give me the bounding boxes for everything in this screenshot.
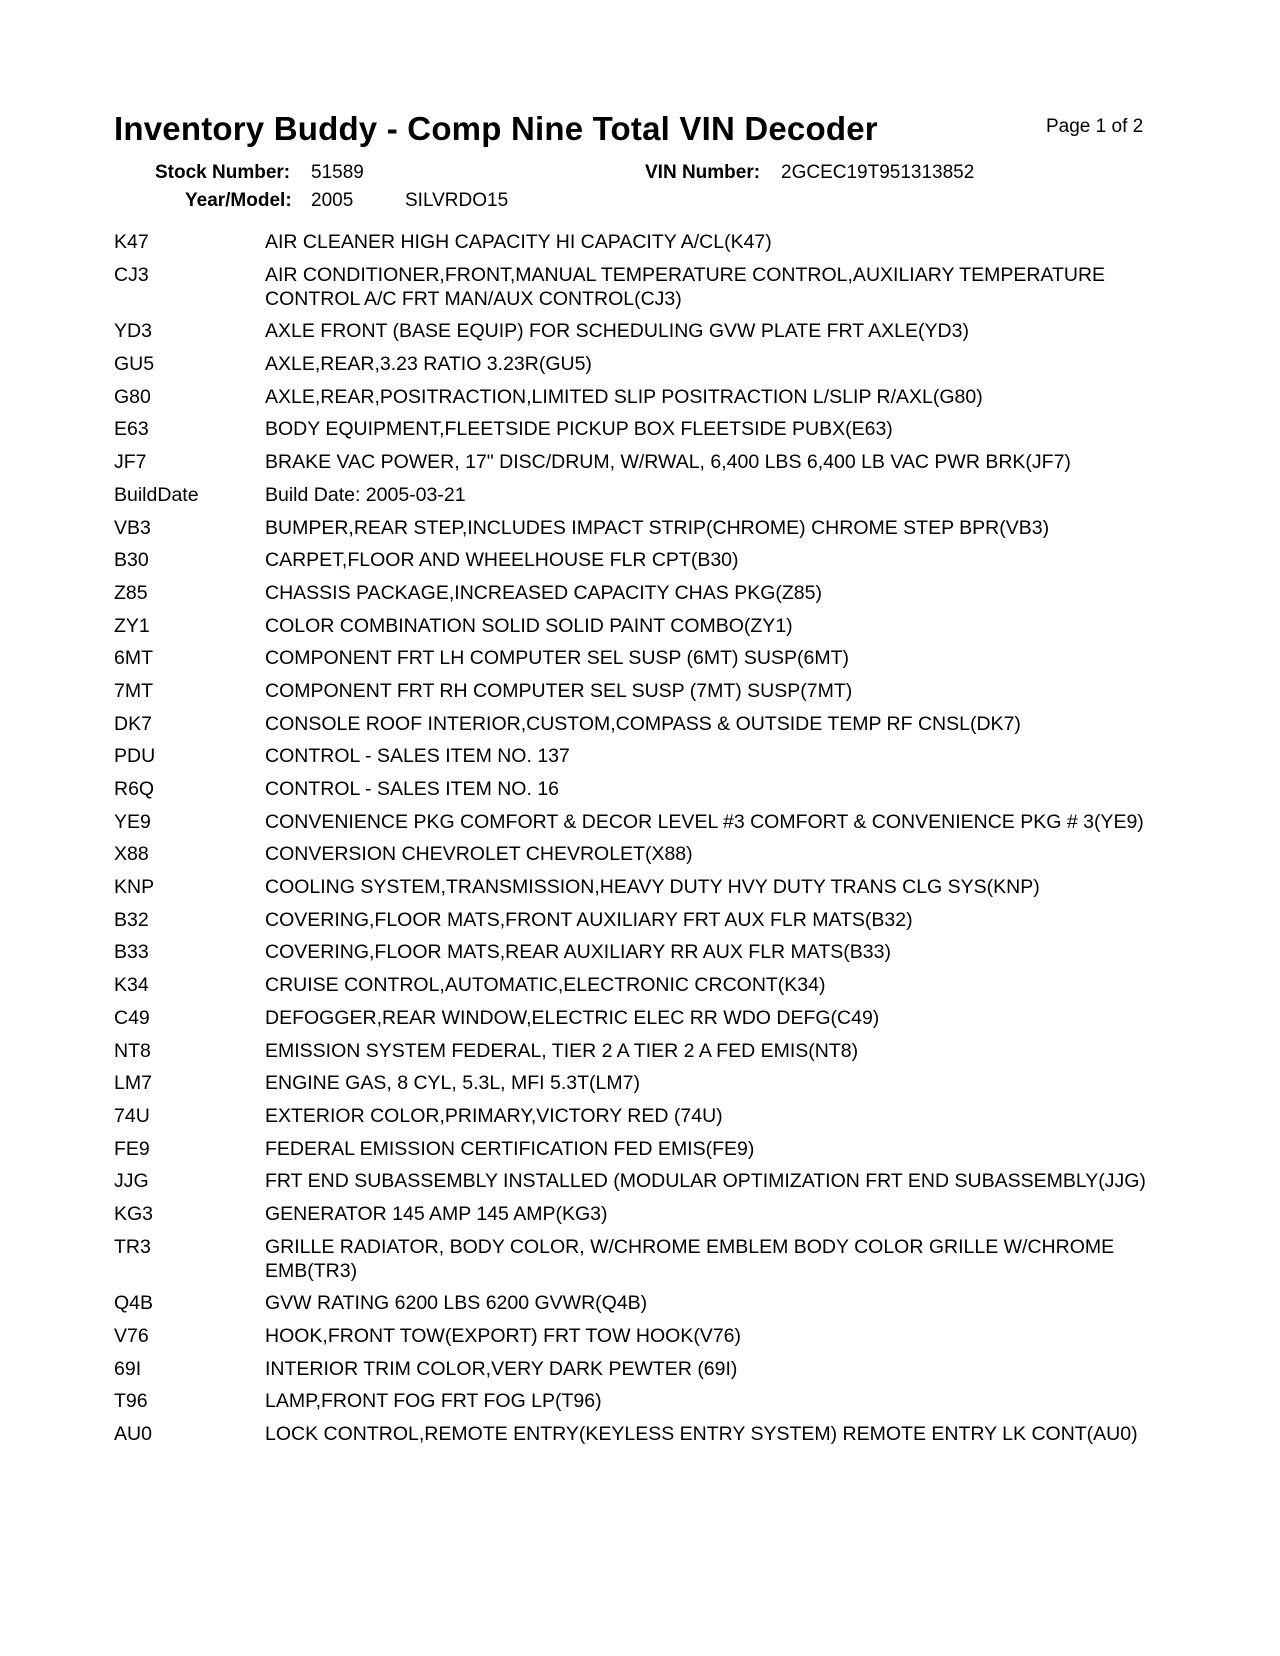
option-code: FE9	[114, 1137, 150, 1160]
option-code: 69I	[114, 1357, 142, 1380]
option-description: AXLE,REAR,POSITRACTION,LIMITED SLIP POSITRACTION L/SLIP R/AXL(G80)	[265, 385, 983, 408]
option-code: CJ3	[114, 263, 149, 286]
option-row	[114, 319, 1194, 343]
option-code: 7MT	[114, 679, 153, 702]
page-number: Page 1 of 2	[1046, 116, 1144, 137]
option-code: LM7	[114, 1072, 152, 1095]
option-row	[114, 1104, 1194, 1128]
option-description: COMPONENT FRT LH COMPUTER SEL SUSP (6MT) SUSP(6MT)	[265, 647, 849, 670]
option-description: FRT END SUBASSEMBLY INSTALLED (MODULAR OPTIMIZATION FRT END SUBASSEMBLY(JJG)	[265, 1170, 1146, 1193]
option-row	[114, 1169, 1194, 1193]
option-code: AU0	[114, 1423, 152, 1446]
option-description: INTERIOR TRIM COLOR,VERY DARK PEWTER (69I)	[265, 1357, 738, 1380]
option-code: B33	[114, 941, 149, 964]
option-code: B30	[114, 549, 149, 572]
option-row	[114, 230, 1194, 254]
option-row	[114, 1137, 1194, 1161]
option-description: AXLE,REAR,3.23 RATIO 3.23R(GU5)	[265, 353, 592, 376]
option-description: LOCK CONTROL,REMOTE ENTRY(KEYLESS ENTRY SYSTEM) REMOTE ENTRY LK CONT(AU0)	[265, 1423, 1138, 1446]
option-code: NT8	[114, 1039, 151, 1062]
option-description: EXTERIOR COLOR,PRIMARY,VICTORY RED (74U)	[265, 1104, 723, 1127]
option-row	[114, 1039, 1194, 1063]
option-description: FEDERAL EMISSION CERTIFICATION FED EMIS(FE9)	[265, 1137, 755, 1160]
option-row	[114, 646, 1194, 670]
option-description: AXLE FRONT (BASE EQUIP) FOR SCHEDULING GVW PLATE FRT AXLE(YD3)	[265, 320, 969, 343]
option-code: X88	[114, 843, 149, 866]
option-description: LAMP,FRONT FOG FRT FOG LP(T96)	[265, 1390, 602, 1413]
option-row	[114, 263, 1194, 311]
option-description: AIR CLEANER HIGH CAPACITY HI CAPACITY A/CL(K47)	[265, 231, 772, 253]
option-row	[114, 842, 1194, 866]
option-code: YD3	[114, 320, 152, 343]
option-code: Q4B	[114, 1292, 154, 1315]
option-row	[114, 1357, 1194, 1381]
option-row	[114, 1422, 1194, 1446]
option-description: AIR CONDITIONER,FRONT,MANUAL TEMPERATURE CONTROL,AUXILIARY TEMPERATURE CONTROL A/C FRT MAN/AUX CONTROL(CJ3)	[265, 263, 1106, 310]
option-code: PDU	[114, 745, 156, 768]
page-title: Inventory Buddy - Comp Nine Total VIN Decoder	[114, 110, 878, 147]
option-description: CRUISE CONTROL,AUTOMATIC,ELECTRONIC CRCONT(K34)	[265, 974, 826, 997]
option-code: Z85	[114, 581, 148, 604]
option-description: GVW RATING 6200 LBS 6200 GVWR(Q4B)	[265, 1292, 648, 1315]
option-description: CONVERSION CHEVROLET CHEVROLET(X88)	[265, 843, 693, 866]
option-code: E63	[114, 418, 149, 441]
option-row	[114, 352, 1194, 376]
option-description: CHASSIS PACKAGE,INCREASED CAPACITY CHAS PKG(Z85)	[265, 581, 822, 604]
vin-number-value: 2GCEC19T951313852	[781, 162, 975, 183]
option-code: K34	[114, 974, 149, 997]
option-code: BuildDate	[114, 483, 199, 506]
option-row	[114, 1235, 1194, 1283]
option-description: CONSOLE ROOF INTERIOR,CUSTOM,COMPASS & OUTSIDE TEMP RF CNSL(DK7)	[265, 712, 1021, 735]
option-description: GENERATOR 145 AMP 145 AMP(KG3)	[265, 1202, 608, 1225]
option-description: COMPONENT FRT RH COMPUTER SEL SUSP (7MT) SUSP(7MT)	[265, 679, 853, 702]
option-description: HOOK,FRONT TOW(EXPORT) FRT TOW HOOK(V76)	[265, 1325, 741, 1347]
option-description: BODY EQUIPMENT,FLEETSIDE PICKUP BOX FLEETSIDE PUBX(E63)	[265, 418, 893, 441]
option-description: BRAKE VAC POWER, 17" DISC/DRUM, W/RWAL, 6,400 LBS 6,400 LB VAC PWR BRK(JF7)	[265, 451, 1071, 474]
option-row	[114, 1071, 1194, 1095]
option-row	[114, 1006, 1194, 1030]
vin-number-label: VIN Number:	[645, 162, 761, 183]
option-description: CONTROL - SALES ITEM NO. 16	[265, 778, 560, 800]
option-description: BUMPER,REAR STEP,INCLUDES IMPACT STRIP(CHROME) CHROME STEP BPR(VB3)	[265, 516, 1050, 539]
option-row	[114, 744, 1194, 768]
option-row	[114, 908, 1194, 932]
option-code: V76	[114, 1325, 149, 1347]
option-row	[114, 581, 1194, 605]
option-description: COOLING SYSTEM,TRANSMISSION,HEAVY DUTY HVY DUTY TRANS CLG SYS(KNP)	[265, 876, 1040, 899]
option-description: ENGINE GAS, 8 CYL, 5.3L, MFI 5.3T(LM7)	[265, 1072, 640, 1095]
option-code: 6MT	[114, 647, 153, 670]
option-description: COVERING,FLOOR MATS,REAR AUXILIARY RR AUX FLR MATS(B33)	[265, 941, 891, 964]
option-row	[114, 417, 1194, 441]
option-code: K47	[114, 231, 149, 253]
year-value: 2005	[311, 190, 354, 211]
option-row	[114, 516, 1194, 540]
option-code: KNP	[114, 876, 155, 899]
option-description: COVERING,FLOOR MATS,FRONT AUXILIARY FRT AUX FLR MATS(B32)	[265, 908, 913, 931]
option-code: JJG	[114, 1170, 149, 1193]
option-row	[114, 810, 1194, 834]
option-code: R6Q	[114, 778, 155, 800]
option-row	[114, 483, 1194, 507]
option-code: T96	[114, 1390, 148, 1413]
option-row	[114, 712, 1194, 736]
option-description: CONTROL - SALES ITEM NO. 137	[265, 745, 570, 768]
option-row	[114, 548, 1194, 572]
option-code-list	[114, 230, 1194, 1455]
option-row	[114, 777, 1194, 801]
option-code: ZY1	[114, 614, 150, 637]
stock-number-value: 51589	[311, 162, 364, 183]
option-row	[114, 875, 1194, 899]
option-row	[114, 614, 1194, 638]
option-description: GRILLE RADIATOR, BODY COLOR, W/CHROME EMBLEM BODY COLOR GRILLE W/CHROME EMB(TR3)	[265, 1235, 1115, 1282]
stock-number-label: Stock Number:	[155, 162, 291, 183]
option-code: TR3	[114, 1235, 151, 1258]
option-code: B32	[114, 908, 149, 931]
option-description: CARPET,FLOOR AND WHEELHOUSE FLR CPT(B30)	[265, 549, 739, 572]
option-code: KG3	[114, 1202, 154, 1225]
option-row	[114, 973, 1194, 997]
option-description: DEFOGGER,REAR WINDOW,ELECTRIC ELEC RR WDO DEFG(C49)	[265, 1006, 880, 1029]
option-code: GU5	[114, 353, 155, 376]
option-description: EMISSION SYSTEM FEDERAL, TIER 2 A TIER 2 A FED EMIS(NT8)	[265, 1039, 859, 1062]
model-value: SILVRDO15	[405, 190, 509, 211]
option-row	[114, 940, 1194, 964]
option-row	[114, 450, 1194, 474]
year-model-label: Year/Model:	[185, 190, 292, 211]
option-row	[114, 1389, 1194, 1413]
option-code: 74U	[114, 1104, 150, 1127]
option-description: COLOR COMBINATION SOLID SOLID PAINT COMBO(ZY1)	[265, 614, 793, 637]
option-code: G80	[114, 385, 151, 408]
option-code: JF7	[114, 451, 147, 474]
option-code: YE9	[114, 810, 151, 833]
option-description: Build Date: 2005-03-21	[265, 483, 466, 506]
option-row	[114, 1291, 1194, 1315]
option-row	[114, 679, 1194, 703]
option-code: VB3	[114, 516, 151, 539]
option-code: C49	[114, 1006, 150, 1029]
option-code: DK7	[114, 712, 152, 735]
option-description: CONVENIENCE PKG COMFORT & DECOR LEVEL #3 COMFORT & CONVENIENCE PKG # 3(YE9)	[265, 810, 1144, 833]
option-row	[114, 1324, 1194, 1348]
option-row	[114, 385, 1194, 409]
option-row	[114, 1202, 1194, 1226]
